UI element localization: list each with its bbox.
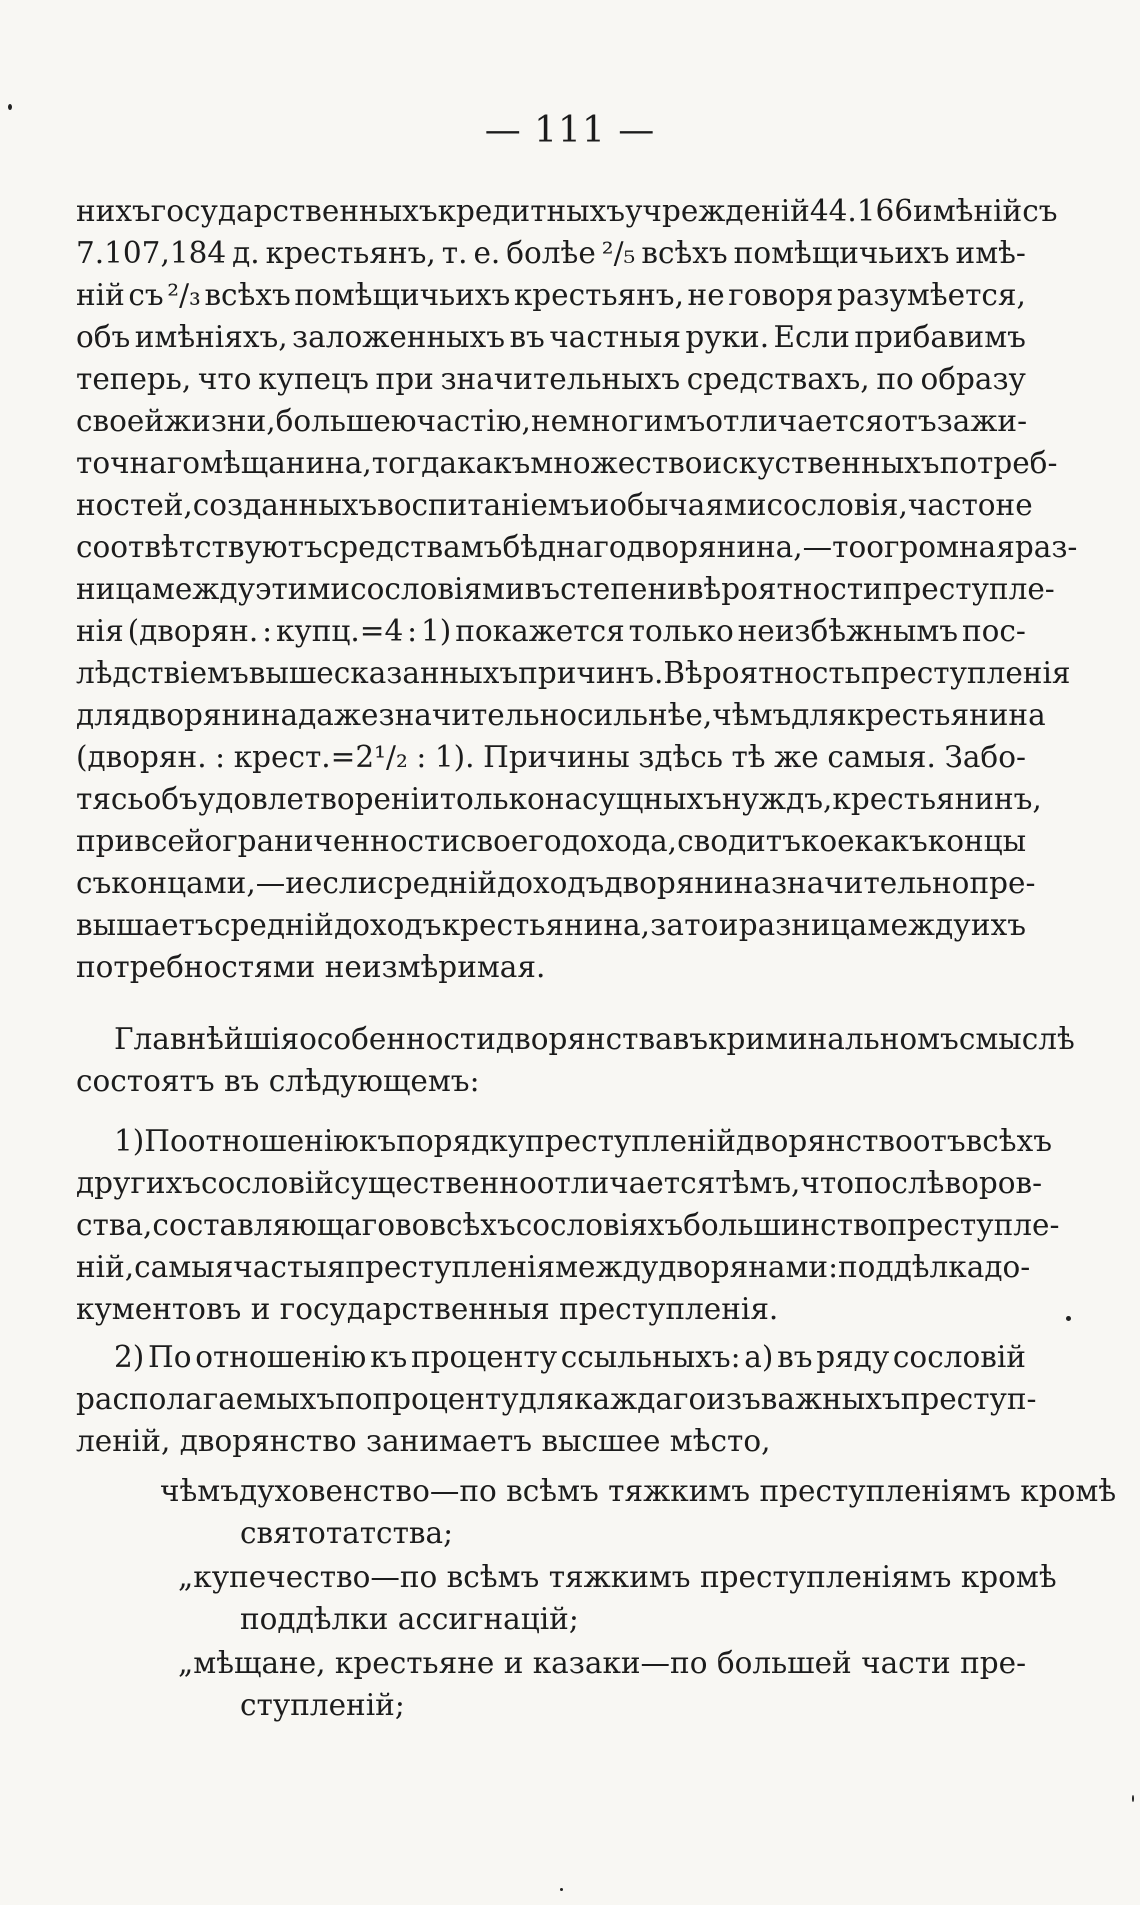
word: зажи- bbox=[936, 404, 1028, 438]
list-text-continued: святотатства; bbox=[240, 1516, 454, 1550]
word: крестьянина, bbox=[441, 908, 650, 942]
paragraph-2 bbox=[76, 1018, 1075, 1102]
word: сословіяхъ bbox=[515, 1208, 684, 1242]
word: къ bbox=[370, 1340, 408, 1374]
word: имѣ- bbox=[955, 236, 1026, 270]
word: вышаетъ bbox=[76, 908, 214, 942]
word: всѣхъ bbox=[965, 1124, 1052, 1158]
word: здѣсь bbox=[638, 740, 723, 774]
word: разница bbox=[738, 908, 868, 942]
word: какъ bbox=[854, 824, 928, 858]
text-line bbox=[76, 610, 1026, 652]
word: отличается bbox=[536, 1166, 716, 1200]
word: проценту bbox=[372, 1382, 519, 1416]
word: крестьянина bbox=[846, 698, 1046, 732]
text-line: леній, дворянство занимаетъ высшее мѣсто, bbox=[76, 1424, 771, 1458]
text-line: состоятъ въ слѣдующемъ: bbox=[76, 1064, 480, 1098]
list-text-continued: ступленій; bbox=[240, 1688, 405, 1722]
word: ній, bbox=[76, 1250, 135, 1284]
word: частыя bbox=[233, 1250, 346, 1284]
list-marker: „ bbox=[178, 1560, 194, 1594]
word: созданныхъ bbox=[192, 488, 378, 522]
word: е. bbox=[473, 236, 501, 270]
text-line bbox=[76, 484, 1033, 526]
word: лѣдствіемъ bbox=[76, 656, 249, 690]
word: при bbox=[375, 362, 434, 396]
word: искуственныхъ bbox=[702, 446, 940, 480]
list-marker: чѣмъ bbox=[160, 1474, 240, 1508]
word: множество bbox=[530, 446, 703, 480]
word: средній bbox=[377, 866, 498, 900]
word: своей bbox=[76, 404, 165, 438]
word: 2) bbox=[114, 1340, 145, 1374]
word: преступленій bbox=[525, 1124, 736, 1158]
text-line bbox=[76, 526, 1078, 568]
word: дворянами: bbox=[658, 1250, 839, 1284]
word: Причины bbox=[483, 740, 630, 774]
word: разумѣется, bbox=[836, 278, 1026, 312]
word: мѣщанина, bbox=[200, 446, 372, 480]
word: всѣхъ bbox=[429, 1208, 516, 1242]
paragraph-3 bbox=[76, 1120, 1060, 1330]
text-line bbox=[76, 694, 1046, 736]
word: удовлетвореніи bbox=[197, 782, 440, 816]
word: въ bbox=[509, 320, 545, 354]
word: тѣмъ, bbox=[715, 1166, 801, 1200]
word: т. bbox=[441, 236, 468, 270]
word: : bbox=[416, 740, 427, 774]
word: учрежденій bbox=[625, 194, 810, 228]
word: крест.=2¹/₂ bbox=[233, 740, 408, 774]
word: располагаемыхъ bbox=[76, 1382, 336, 1416]
word: степени bbox=[560, 572, 687, 606]
word: другихъ bbox=[76, 1166, 201, 1200]
word: сильнѣе, bbox=[577, 698, 713, 732]
word: бѣднаго bbox=[502, 530, 627, 564]
word: и bbox=[718, 908, 739, 942]
word: По bbox=[144, 1124, 188, 1158]
word: ства, bbox=[76, 1208, 153, 1242]
word: до- bbox=[984, 1250, 1031, 1284]
word: огромная bbox=[866, 530, 1015, 564]
word: воспитаніемъ bbox=[377, 488, 590, 522]
word: соотвѣтствуютъ bbox=[76, 530, 323, 564]
word: ²/₃ bbox=[167, 278, 201, 312]
page-number: — 111 — bbox=[484, 110, 656, 151]
word: (дворян. bbox=[127, 614, 259, 648]
text-line: потребностями неизмѣримая. bbox=[76, 950, 546, 984]
word: ихъ bbox=[970, 908, 1026, 942]
word: отличается bbox=[705, 404, 884, 438]
word: нихъ bbox=[76, 194, 151, 228]
word: отношенію bbox=[187, 1124, 359, 1158]
word: ній bbox=[76, 278, 125, 312]
word: въ bbox=[524, 572, 561, 606]
word: нуждъ, bbox=[721, 782, 833, 816]
word: большею bbox=[275, 404, 417, 438]
text-line bbox=[76, 736, 1026, 778]
word: къ bbox=[358, 1124, 397, 1158]
word: для bbox=[791, 698, 847, 732]
word: для bbox=[518, 1382, 575, 1416]
word: концами,—и bbox=[111, 866, 305, 900]
word: По bbox=[147, 1340, 192, 1374]
text-line bbox=[76, 568, 1055, 610]
word: значительныхъ bbox=[440, 362, 681, 396]
word: кредитныхъ bbox=[437, 194, 626, 228]
list-item bbox=[160, 1642, 1026, 1726]
word: концы bbox=[927, 824, 1027, 858]
word: ²/₅ bbox=[601, 236, 636, 270]
word: объ bbox=[76, 320, 131, 354]
word: ностей, bbox=[76, 488, 193, 522]
text-line bbox=[76, 442, 1058, 484]
word: большинство bbox=[683, 1208, 888, 1242]
word: купц.=4 bbox=[275, 614, 404, 648]
word: только bbox=[439, 782, 545, 816]
word: всѣхъ bbox=[641, 236, 728, 270]
text-line bbox=[76, 862, 1036, 904]
word: пре- bbox=[969, 866, 1036, 900]
word: прибавимъ bbox=[854, 320, 1026, 354]
word: что bbox=[800, 1166, 854, 1200]
word: вѣроятности bbox=[686, 572, 883, 606]
word: причинъ. bbox=[518, 656, 664, 690]
word: отъ bbox=[912, 1124, 966, 1158]
list-text: мѣщане, крестьяне и казаки—по большей части пре- bbox=[193, 1646, 1027, 1680]
word: проценту bbox=[410, 1340, 558, 1374]
word: дворянина bbox=[604, 866, 771, 900]
word: преступле- bbox=[887, 1208, 1060, 1242]
word: дворянства bbox=[495, 1022, 673, 1056]
word: сословіями bbox=[350, 572, 525, 606]
word: сословій bbox=[200, 1166, 334, 1200]
word: руки. bbox=[685, 320, 770, 354]
word: самыя bbox=[134, 1250, 234, 1284]
text-line bbox=[76, 904, 1026, 946]
word: немногимъ bbox=[530, 404, 706, 438]
word: 1) bbox=[114, 1124, 145, 1158]
word: 44.166 bbox=[809, 194, 914, 228]
word: насущныхъ bbox=[544, 782, 722, 816]
word: по bbox=[335, 1382, 373, 1416]
word: даже bbox=[298, 698, 379, 732]
word: говоря bbox=[728, 278, 834, 312]
word: точнаго bbox=[76, 446, 201, 480]
text-line bbox=[76, 652, 1071, 694]
word: часто bbox=[907, 488, 996, 522]
word: частію, bbox=[416, 404, 531, 438]
word: послѣ bbox=[854, 1166, 945, 1200]
word: частныя bbox=[549, 320, 681, 354]
word: (дворян. bbox=[76, 740, 207, 774]
word: для bbox=[76, 698, 132, 732]
text-line bbox=[76, 1018, 1075, 1060]
word: самыя. bbox=[827, 740, 936, 774]
text-line bbox=[76, 274, 1026, 316]
word: при bbox=[76, 824, 135, 858]
word: же bbox=[774, 740, 819, 774]
word: и bbox=[589, 488, 610, 522]
word: дохода, bbox=[561, 824, 678, 858]
word: дворянина bbox=[131, 698, 299, 732]
word: вышесказанныхъ bbox=[248, 656, 519, 690]
word: заложенныхъ bbox=[292, 320, 506, 354]
paragraph-1 bbox=[76, 190, 1078, 988]
list-marker: „ bbox=[178, 1646, 194, 1680]
word: ссыльныхъ: bbox=[560, 1340, 741, 1374]
word: пос- bbox=[961, 614, 1026, 648]
scan-speck bbox=[1066, 1316, 1071, 1321]
word: имѣній bbox=[913, 194, 1023, 228]
word: съ bbox=[76, 866, 112, 900]
word: составляющаго bbox=[152, 1208, 396, 1242]
word: отъ bbox=[883, 404, 937, 438]
word: крестьянъ, bbox=[265, 236, 436, 270]
word: не bbox=[995, 488, 1033, 522]
word: д. bbox=[232, 236, 260, 270]
word: ограниченности bbox=[204, 824, 461, 858]
text-line bbox=[76, 232, 1026, 274]
word: ряду bbox=[816, 1340, 890, 1374]
word: чѣмъ bbox=[712, 698, 792, 732]
word: объ bbox=[143, 782, 198, 816]
scan-speck bbox=[560, 1888, 563, 1891]
word: раз- bbox=[1014, 530, 1078, 564]
word: государственныхъ bbox=[150, 194, 438, 228]
word: не bbox=[687, 278, 725, 312]
word: важныхъ bbox=[760, 1382, 901, 1416]
word: ница bbox=[76, 572, 152, 606]
word: всей bbox=[134, 824, 205, 858]
word: во bbox=[395, 1208, 430, 1242]
word: преступ- bbox=[900, 1382, 1037, 1416]
text-line bbox=[76, 1336, 1026, 1378]
word: значительно bbox=[770, 866, 970, 900]
text-line bbox=[76, 358, 1026, 400]
word: доходъ bbox=[497, 866, 605, 900]
word: кое bbox=[800, 824, 855, 858]
word: крестьянинъ, bbox=[832, 782, 1042, 816]
word: имѣніяхъ, bbox=[134, 320, 288, 354]
word: образу bbox=[920, 362, 1026, 396]
word: то bbox=[684, 908, 719, 942]
text-line bbox=[76, 1162, 1043, 1204]
word: средствамъ bbox=[322, 530, 503, 564]
word: поддѣлка bbox=[838, 1250, 985, 1284]
word: жизни, bbox=[164, 404, 276, 438]
word: потреб- bbox=[939, 446, 1058, 480]
text-line bbox=[76, 1120, 1052, 1162]
word: изъ bbox=[706, 1382, 761, 1416]
list-text: купечество—по всѣмъ тяжкимъ преступленіямъ кромѣ bbox=[193, 1560, 1057, 1594]
word: существенно bbox=[333, 1166, 537, 1200]
text-line bbox=[76, 1204, 1060, 1246]
word: сословія, bbox=[766, 488, 908, 522]
word: крестьянъ, bbox=[513, 278, 684, 312]
word: этими bbox=[254, 572, 351, 606]
word: преступленія bbox=[345, 1250, 556, 1284]
word: : bbox=[262, 614, 273, 648]
text-line bbox=[76, 190, 1058, 232]
word: 1) bbox=[421, 614, 452, 648]
word: дворянина,—то bbox=[626, 530, 867, 564]
word: : bbox=[215, 740, 226, 774]
word: Вѣроятность bbox=[663, 656, 861, 690]
word: между bbox=[151, 572, 255, 606]
word: сводитъ bbox=[677, 824, 801, 858]
list-text: духовенство—по всѣмъ тяжкимъ преступленіямъ кромѣ bbox=[239, 1474, 1117, 1508]
word: а) bbox=[744, 1340, 774, 1374]
word: обычаями bbox=[609, 488, 767, 522]
word: за bbox=[650, 908, 684, 942]
word: въ bbox=[672, 1022, 709, 1056]
word: помѣщичьихъ bbox=[294, 278, 511, 312]
word: нія bbox=[76, 614, 124, 648]
word: преступленія bbox=[860, 656, 1071, 690]
word: покажется bbox=[455, 614, 625, 648]
word: помѣщичьихъ bbox=[733, 236, 950, 270]
word: купецъ bbox=[258, 362, 369, 396]
word: особенности bbox=[299, 1022, 496, 1056]
text-line bbox=[76, 400, 1026, 442]
word: тясь bbox=[76, 782, 144, 816]
word: смыслѣ bbox=[958, 1022, 1075, 1056]
word: преступле- bbox=[882, 572, 1055, 606]
word: : bbox=[407, 614, 418, 648]
text-line bbox=[76, 820, 1026, 862]
word: съ bbox=[1022, 194, 1058, 228]
word: дворянство bbox=[735, 1124, 913, 1158]
word: Главнѣйшія bbox=[114, 1022, 300, 1056]
word: между bbox=[867, 908, 971, 942]
word: между bbox=[555, 1250, 659, 1284]
word: тогда bbox=[371, 446, 458, 480]
word: каждаго bbox=[574, 1382, 707, 1416]
word: воров- bbox=[944, 1166, 1043, 1200]
word: значительно bbox=[378, 698, 577, 732]
word: Забо- bbox=[944, 740, 1026, 774]
text-line bbox=[76, 778, 1042, 820]
text-line bbox=[76, 1246, 1031, 1288]
text-line: кументовъ и государственныя преступленія. bbox=[76, 1292, 779, 1326]
word: 1). bbox=[434, 740, 475, 774]
word: средствахъ, bbox=[686, 362, 870, 396]
text-line bbox=[76, 1378, 1037, 1420]
list-item bbox=[160, 1556, 1057, 1640]
word: болѣе bbox=[506, 236, 596, 270]
word: отношенію bbox=[195, 1340, 367, 1374]
word: по bbox=[876, 362, 914, 396]
word: какъ bbox=[457, 446, 531, 480]
word: доходъ bbox=[334, 908, 442, 942]
word: средній bbox=[213, 908, 334, 942]
text-line bbox=[76, 316, 1026, 358]
word: криминальномъ bbox=[708, 1022, 959, 1056]
word: тѣ bbox=[731, 740, 766, 774]
word: теперь, bbox=[76, 362, 192, 396]
word: въ bbox=[777, 1340, 813, 1374]
word: только bbox=[628, 614, 734, 648]
word: что bbox=[197, 362, 252, 396]
word: если bbox=[304, 866, 378, 900]
word: сословій bbox=[892, 1340, 1026, 1374]
paragraph-4 bbox=[76, 1336, 1037, 1462]
scan-speck bbox=[8, 104, 12, 110]
word: порядку bbox=[396, 1124, 526, 1158]
word: неизбѣжнымъ bbox=[737, 614, 959, 648]
word: съ bbox=[128, 278, 164, 312]
list-item bbox=[160, 1470, 1117, 1554]
word: 7.107,184 bbox=[76, 236, 227, 270]
list-text-continued: поддѣлки ассигнацій; bbox=[240, 1602, 579, 1636]
word: Если bbox=[773, 320, 850, 354]
word: всѣхъ bbox=[204, 278, 291, 312]
word: своего bbox=[460, 824, 562, 858]
scan-speck bbox=[1132, 1795, 1134, 1802]
